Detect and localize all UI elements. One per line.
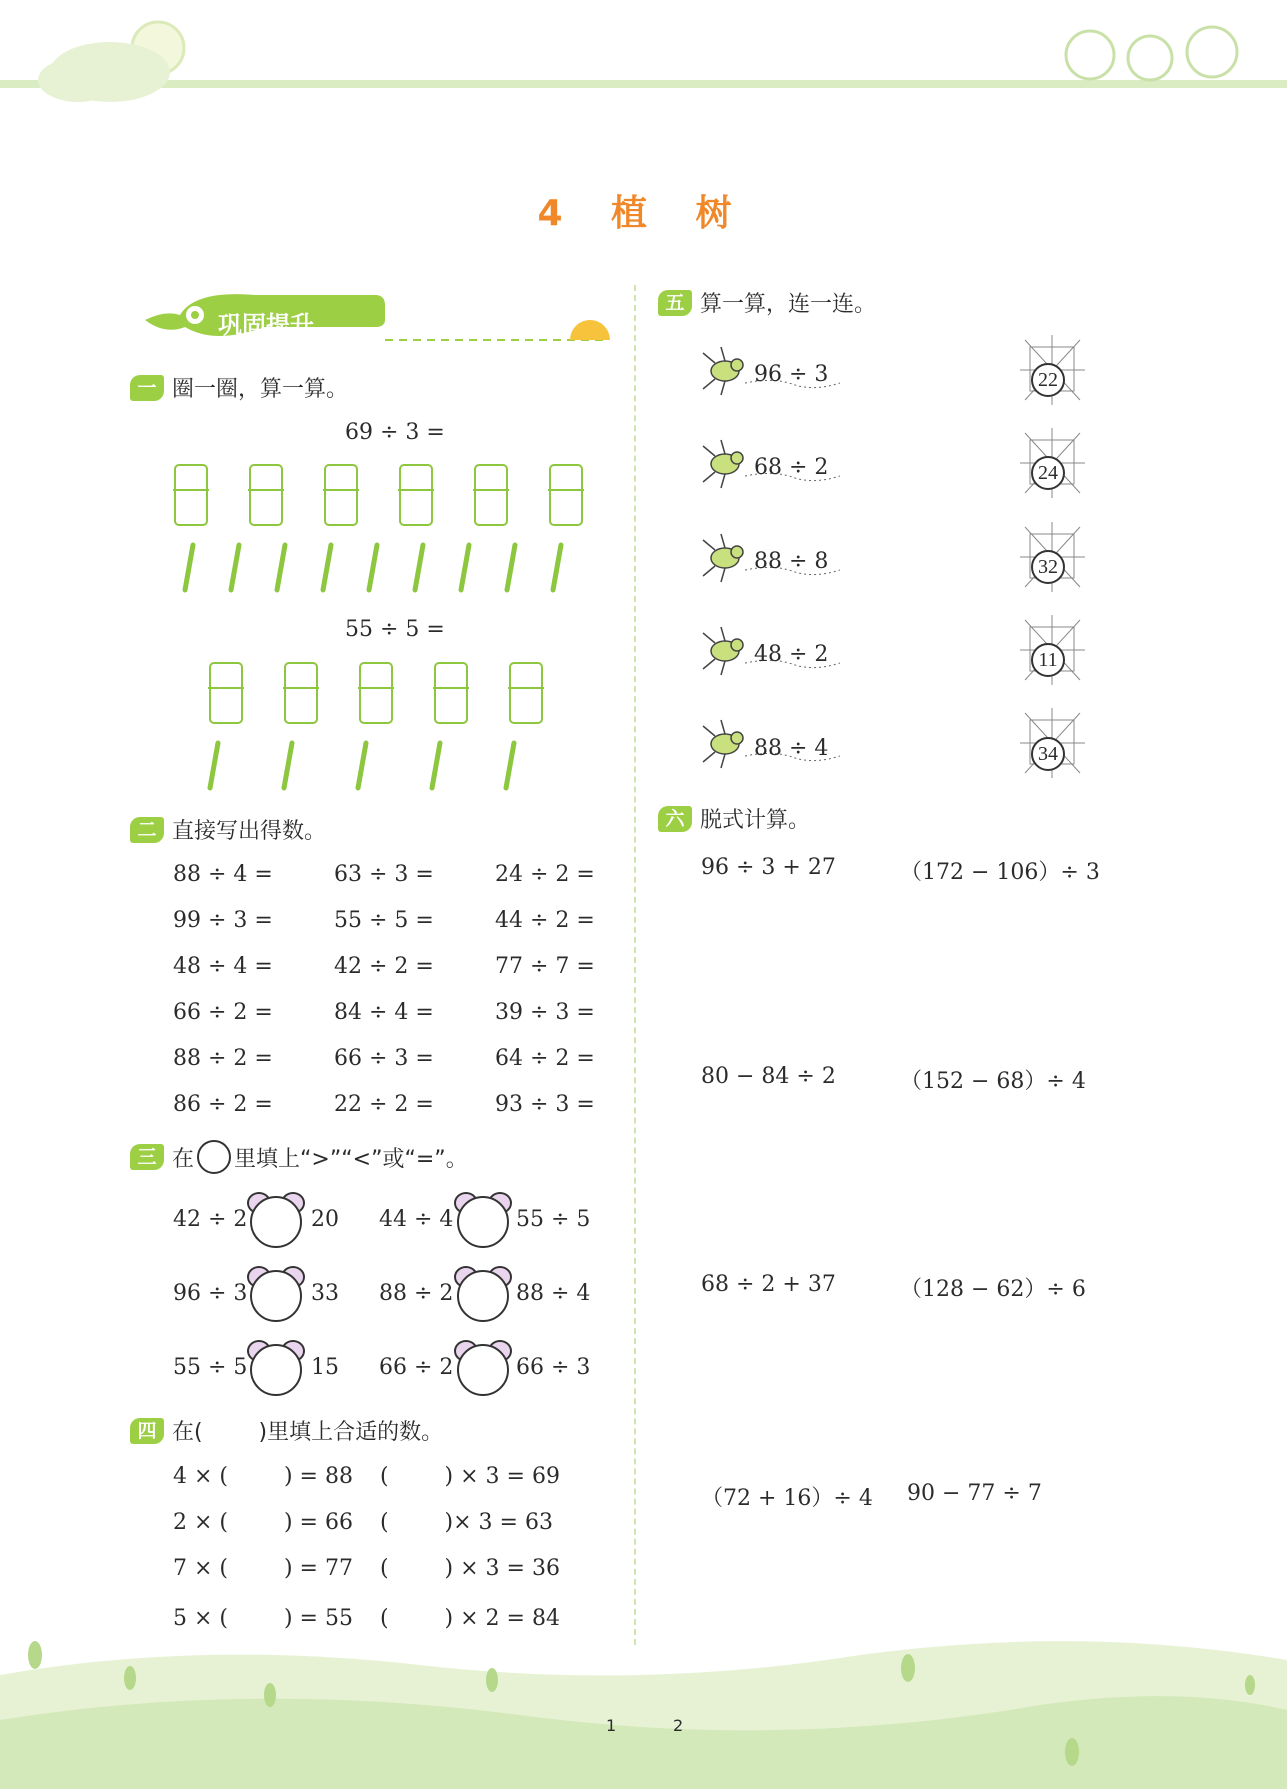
section-2-heading [130,814,326,845]
s5-answer[interactable]: 34 [1031,737,1065,771]
column-divider [634,285,636,1645]
s5-expr[interactable]: 88 ÷ 4 [754,736,829,761]
s3-left-expr: 88 ÷ 2 [379,1281,454,1306]
stick-bundle-icon [248,465,284,525]
s5-answer[interactable]: 11 [1031,643,1065,677]
stick-bundle-icon [398,465,434,525]
stick-bundle-icon [548,465,584,525]
section-3-pre: 在 [172,1146,195,1172]
s4-fill-right: ( ) × 3 = 36 [380,1556,560,1581]
stick-bundle-icon [208,663,244,723]
s4-fill-left: 2 × ( ) = 66 [173,1510,353,1535]
s2-row [173,954,656,979]
compare-answer-bubble[interactable] [250,1196,302,1248]
s5-expr[interactable]: 68 ÷ 2 [754,455,829,480]
s4-fill-right: ( ) × 2 = 84 [380,1606,560,1631]
s2-cell: 84 ÷ 4 = [334,1000,434,1025]
section-1-label: 圈一圈，算一算。 [172,377,349,402]
s4-fill-left: 7 × ( ) = 77 [173,1556,353,1581]
section-5-label: 算一算，连一连。 [700,292,877,317]
s2-cell: 66 ÷ 3 = [334,1046,434,1071]
s5-expr[interactable]: 48 ÷ 2 [754,642,829,667]
stick-bundle-icon [323,465,359,525]
compare-answer-bubble[interactable] [250,1270,302,1322]
s2-row [173,1046,656,1071]
animal-heads-icon [1066,27,1237,80]
s2-cell: 66 ÷ 2 = [173,1000,273,1025]
s2-row [173,862,656,887]
s2-cell: 22 ÷ 2 = [334,1092,434,1117]
s6-expr: 68 ÷ 2 + 37 [701,1272,836,1297]
s4-fill-left: 4 × ( ) = 88 [173,1464,353,1489]
s4-fill-left: 5 × ( ) = 55 [173,1606,353,1631]
section-6-number: 六 [658,806,692,832]
s3-left-expr: 96 ÷ 3 [173,1281,248,1306]
s2-row [173,908,656,933]
s2-cell: 99 ÷ 3 = [173,908,273,933]
footer-hills [0,1620,1287,1789]
s2-row [173,1000,656,1025]
section-6-label: 脱式计算。 [700,808,811,833]
s6-expr: （72 + 16）÷ 4 [701,1486,873,1511]
stick-bundle-icon [173,465,209,525]
section-2-label: 直接写出得数。 [172,819,327,844]
compare-answer-bubble[interactable] [457,1344,509,1396]
s2-cell: 44 ÷ 2 = [495,908,595,933]
compare-answer-bubble[interactable] [457,1196,509,1248]
s3-left-expr: 55 ÷ 5 [173,1355,248,1380]
s4-fill-right: ( ) × 3 = 69 [380,1464,560,1489]
s2-cell: 39 ÷ 3 = [495,1000,595,1025]
s2-cell: 77 ÷ 7 = [495,954,595,979]
cloud-icon [38,42,170,102]
s6-expr: （172 − 106）÷ 3 [900,860,1100,885]
s4-fill-right: ( )× 3 = 63 [380,1510,553,1535]
section-3-number: 三 [130,1144,164,1170]
s3-left-expr: 44 ÷ 4 [379,1207,454,1232]
s2-cell: 55 ÷ 5 = [334,908,434,933]
banner-title: 巩固提升 [218,311,314,339]
s5-expr[interactable]: 88 ÷ 8 [754,549,829,574]
section-4-number: 四 [130,1418,164,1444]
s5-answer[interactable]: 32 [1031,550,1065,584]
s6-expr: 80 − 84 ÷ 2 [701,1064,836,1089]
s2-cell: 88 ÷ 2 = [173,1046,273,1071]
bundle-group-1 [165,460,615,610]
section-5-number: 五 [658,290,692,316]
s3-right-expr: 88 ÷ 4 [516,1281,591,1306]
section-3-post: 里填上“>”“<”或“=”。 [234,1146,468,1172]
s1-eq1: 69 ÷ 3 = [345,420,445,445]
section-6-heading [658,803,810,834]
s6-expr: （128 − 62）÷ 6 [900,1277,1086,1302]
section-3-heading [130,1140,468,1174]
page-number-right: 2 [673,1716,684,1735]
s6-expr: （152 − 68）÷ 4 [900,1069,1086,1094]
stick-bundle-icon [508,663,544,723]
s1-eq2: 55 ÷ 5 = [345,617,445,642]
s5-expr[interactable]: 96 ÷ 3 [754,362,829,387]
s3-right-expr: 55 ÷ 5 [516,1207,591,1232]
s5-answer[interactable]: 22 [1031,363,1065,397]
s2-cell: 42 ÷ 2 = [334,954,434,979]
s6-expr: 90 − 77 ÷ 7 [907,1481,1042,1506]
section-1-number: 一 [130,375,164,401]
s2-row [173,1092,656,1117]
stick-bundle-icon [283,663,319,723]
s2-cell: 63 ÷ 3 = [334,862,434,887]
banner-whale [135,285,615,345]
page-number-left: 1 [606,1716,617,1735]
s2-cell: 86 ÷ 2 = [173,1092,273,1117]
page-title: 4 植 树 [537,193,750,234]
section-1-heading [130,372,348,403]
s3-right-expr: 33 [311,1281,339,1306]
s3-right-expr: 20 [311,1207,339,1232]
s3-left-expr: 42 ÷ 2 [173,1207,248,1232]
bundle-group-2 [200,658,560,798]
s3-right-expr: 66 ÷ 3 [516,1355,591,1380]
s6-expr: 96 ÷ 3 + 27 [701,855,836,880]
s2-cell: 88 ÷ 4 = [173,862,273,887]
section-5-heading [658,287,876,318]
compare-answer-bubble[interactable] [457,1270,509,1322]
s2-cell: 48 ÷ 4 = [173,954,273,979]
stick-bundle-icon [358,663,394,723]
section-4-heading [130,1415,443,1446]
s3-left-expr: 66 ÷ 2 [379,1355,454,1380]
header-decoration [0,0,1287,120]
s5-answer[interactable]: 24 [1031,456,1065,490]
stick-bundle-icon [433,663,469,723]
inline-bubble-icon [197,1140,231,1174]
stick-bundle-icon [473,465,509,525]
s3-right-expr: 15 [311,1355,339,1380]
s2-cell: 93 ÷ 3 = [495,1092,595,1117]
section-2-number: 二 [130,817,164,843]
compare-answer-bubble[interactable] [250,1344,302,1396]
section-4-label: 在( )里填上合适的数。 [172,1420,444,1445]
s2-cell: 24 ÷ 2 = [495,862,595,887]
s2-cell: 64 ÷ 2 = [495,1046,595,1071]
